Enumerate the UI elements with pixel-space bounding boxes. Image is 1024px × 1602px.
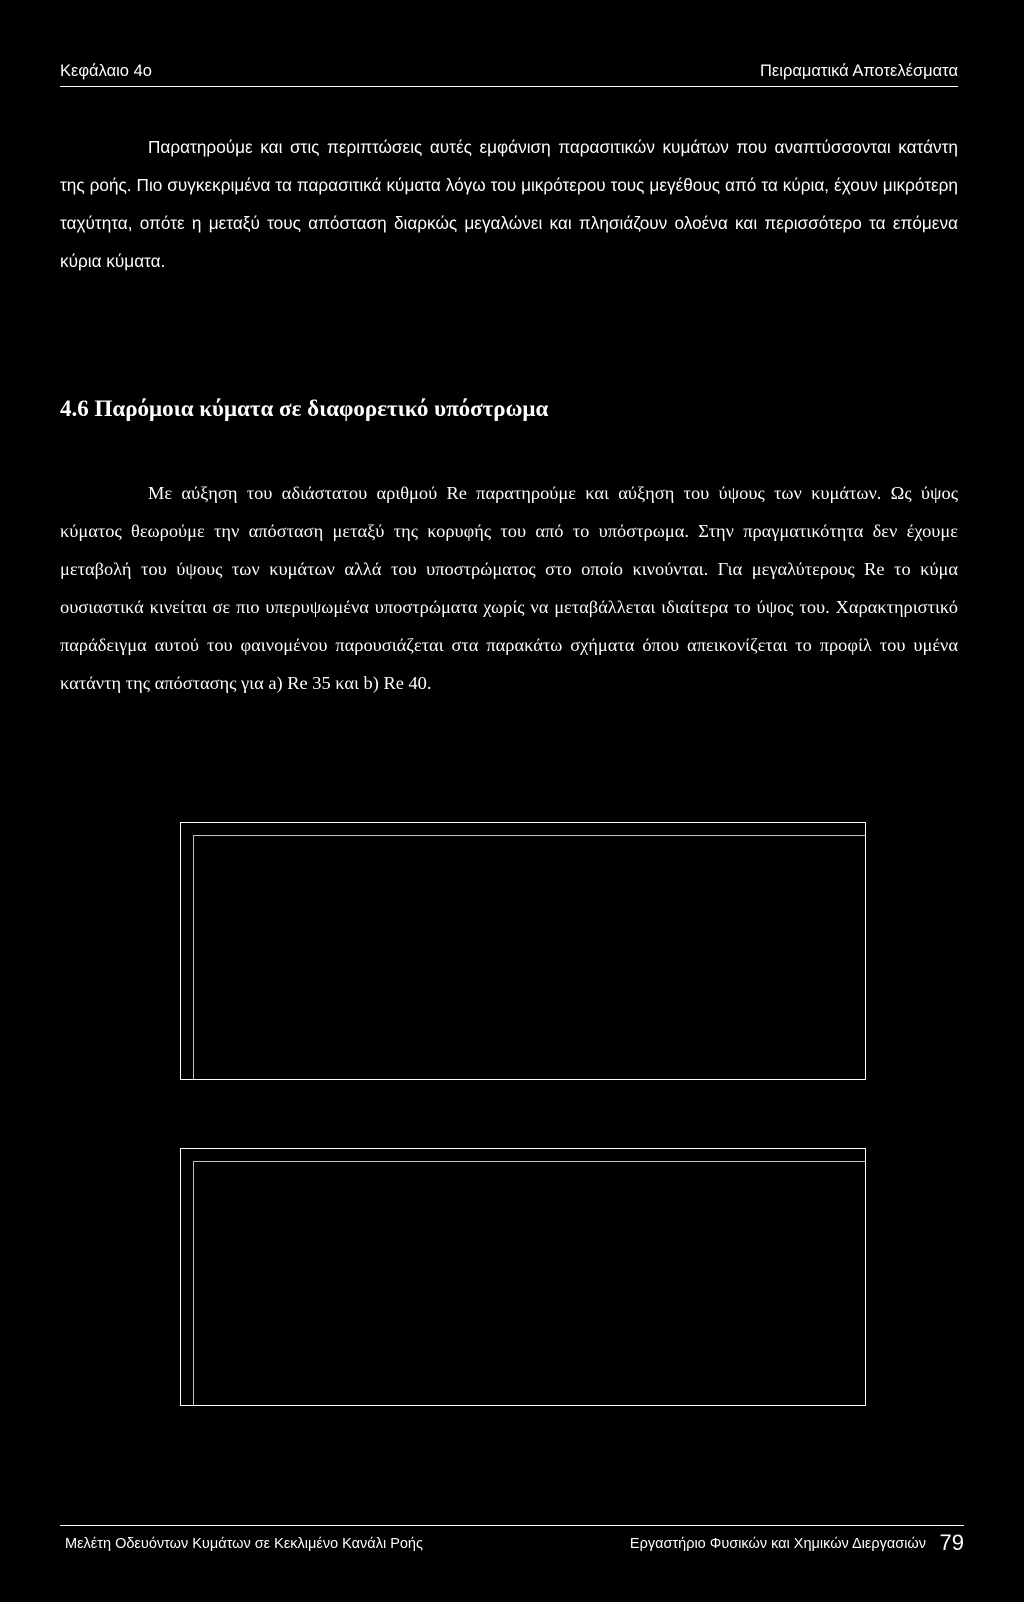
- figure-re35-frame: [180, 822, 866, 1080]
- page-header: [60, 62, 958, 87]
- figure-re40-plot-area: [193, 1161, 865, 1405]
- page-number: 79: [939, 1530, 964, 1555]
- footer-lab: Εργαστήριο Φυσικών και Χημικών Διεργασιών: [629, 1536, 926, 1552]
- body-paragraph-1: Παρατηρούμε και στις περιπτώσεις αυτές εμφάνιση παρασιτικών κυμάτων που αναπτύσσονται κατάντη της ροής. Πιο συγκεκριμένα τα παρασιτικά κύματα λόγω του μικρότερου τους μεγέθους από τα κύρια, έχουν μικρότερη ταχύτητα, οπότε η μεταξύ τους απόσταση διαρκώς μεγαλώνει και πλησιάζουν ολοένα και περισσότερο τα επόμενα κύρια κύματα.: [60, 137, 958, 271]
- header-chapter: Κεφάλαιο 4ο: [60, 62, 152, 80]
- page-footer: [60, 1525, 964, 1566]
- figure-re35-plot-area: [193, 835, 865, 1079]
- section-heading: 4.6 Παρόμοια κύματα σε διαφορετικό υπόστρωμα: [60, 396, 549, 421]
- header-section: Πειραματικά Αποτελέσματα: [760, 62, 958, 80]
- figure-re40-frame: [180, 1148, 866, 1406]
- body-paragraph-2: Με αύξηση του αδιάστατου αριθμού Re παρατηρούμε και αύξηση του ύψους των κυμάτων. Ως ύψος κύματος θεωρούμε την απόσταση μεταξύ της κορυφής του από το υπόστρωμα. Στην πραγματικότητα δεν έχουμε μεταβολή του ύψους των κυμάτων αλλά του υποστρώματος στο οποίο κινούνται. Για μεγαλύτερους Re το κύμα ουσιαστικά κινείται σε πιο υπερυψωμένα υποστρώματα χωρίς να μεταβάλλεται ιδιαίτερα το ύψος του. Χαρακτηριστικό παράδειγμα αυτού του φαινομένου παρουσιάζεται στα παρακάτω σχήματα όπου απεικονίζεται το προφίλ του υμένα κατάντη της απόστασης για a) Re 35 και b) Re 40.: [60, 483, 958, 693]
- footer-title: Μελέτη Οδευόντων Κυμάτων σε Κεκλιμένο Κανάλι Ροής: [65, 1536, 423, 1552]
